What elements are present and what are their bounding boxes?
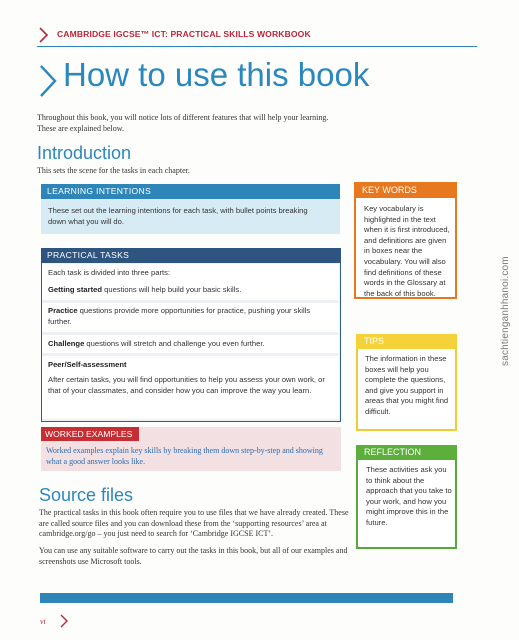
learning-intentions-heading: LEARNING INTENTIONS bbox=[47, 186, 152, 196]
challenge-text bbox=[48, 339, 333, 350]
chevron-right-icon bbox=[60, 614, 68, 628]
source-files-heading: Source files bbox=[39, 485, 134, 505]
learning-intentions-text: These set out the learning intentions for each task, with bullet points breaking down what you will do. bbox=[48, 206, 308, 226]
software-paragraph: You can use any suitable software to carry out the tasks in this book, but all of our examples and screenshots use Microsoft tools. bbox=[39, 546, 348, 566]
chevron-right-icon bbox=[37, 27, 49, 43]
challenge-term: Challenge bbox=[48, 339, 85, 348]
reflection-text: These activities ask you to think about the approach that you take to your work, and how you might improve this in the future. bbox=[366, 465, 452, 527]
intro-paragraph: Throughout this book, you will notice lots of different features that will help your learning. These are explained below. bbox=[37, 113, 329, 133]
header-rule bbox=[37, 46, 477, 47]
challenge-desc: questions will stretch and challenge you even further. bbox=[84, 339, 265, 348]
getting-started-term: Getting started bbox=[48, 285, 103, 294]
practice-text bbox=[48, 306, 333, 327]
worked-examples-heading: WORKED EXAMPLES bbox=[45, 429, 133, 439]
watermark: sachtienganhhanoi.com bbox=[500, 256, 511, 366]
introduction-heading: Introduction bbox=[37, 143, 132, 163]
getting-started-desc: questions will help build your basic skills. bbox=[102, 285, 242, 294]
reflection-heading: REFLECTION bbox=[364, 447, 422, 457]
running-title: CAMBRIDGE IGCSE™ ICT: PRACTICAL SKILLS WORKBOOK bbox=[57, 29, 311, 39]
page-title: How to use this book bbox=[63, 56, 370, 93]
practical-tasks-intro: Each task is divided into three parts: bbox=[48, 268, 170, 277]
source-files-paragraph: The practical tasks in this book often require you to use files that we have already created. These are called source files and you can download these from the ‘supporting resources’ area at cambridge.org/go – you just need to search for ‘Cambridge IGCSE ICT’. bbox=[39, 508, 349, 538]
tips-heading: TIPS bbox=[364, 336, 385, 346]
practical-tasks-heading: PRACTICAL TASKS bbox=[47, 250, 130, 260]
footer-bar bbox=[40, 593, 453, 603]
peer-assessment-heading: Peer/Self-assessment bbox=[48, 360, 127, 369]
page-number: vi bbox=[40, 617, 46, 626]
tips-text: The information in these boxes will help you complete the questions, and give you support in areas that you might find difficult. bbox=[365, 354, 449, 416]
key-words-heading: KEY WORDS bbox=[362, 185, 417, 195]
peer-assessment-text: After certain tasks, you will find opportunities to help you assess your own work, or that of your classmates, and consider how you can improve the way you learn. bbox=[48, 375, 325, 395]
practice-desc: questions provide more opportunities for practice, pushing your skills further. bbox=[48, 306, 311, 326]
worked-examples-text: Worked examples explain key skills by breaking them down step-by-step and showing what a good answer looks like. bbox=[46, 446, 323, 466]
getting-started-text bbox=[48, 285, 333, 296]
chevron-right-icon bbox=[38, 64, 58, 98]
practice-term: Practice bbox=[48, 306, 78, 315]
introduction-text: This sets the scene for the tasks in each chapter. bbox=[37, 166, 190, 175]
key-words-text: Key vocabulary is highlighted in the text when it is first introduced, and definitions are given in boxes near the vocabulary. You will also find definitions of these words in the Glossary at the back of this book. bbox=[364, 204, 450, 298]
